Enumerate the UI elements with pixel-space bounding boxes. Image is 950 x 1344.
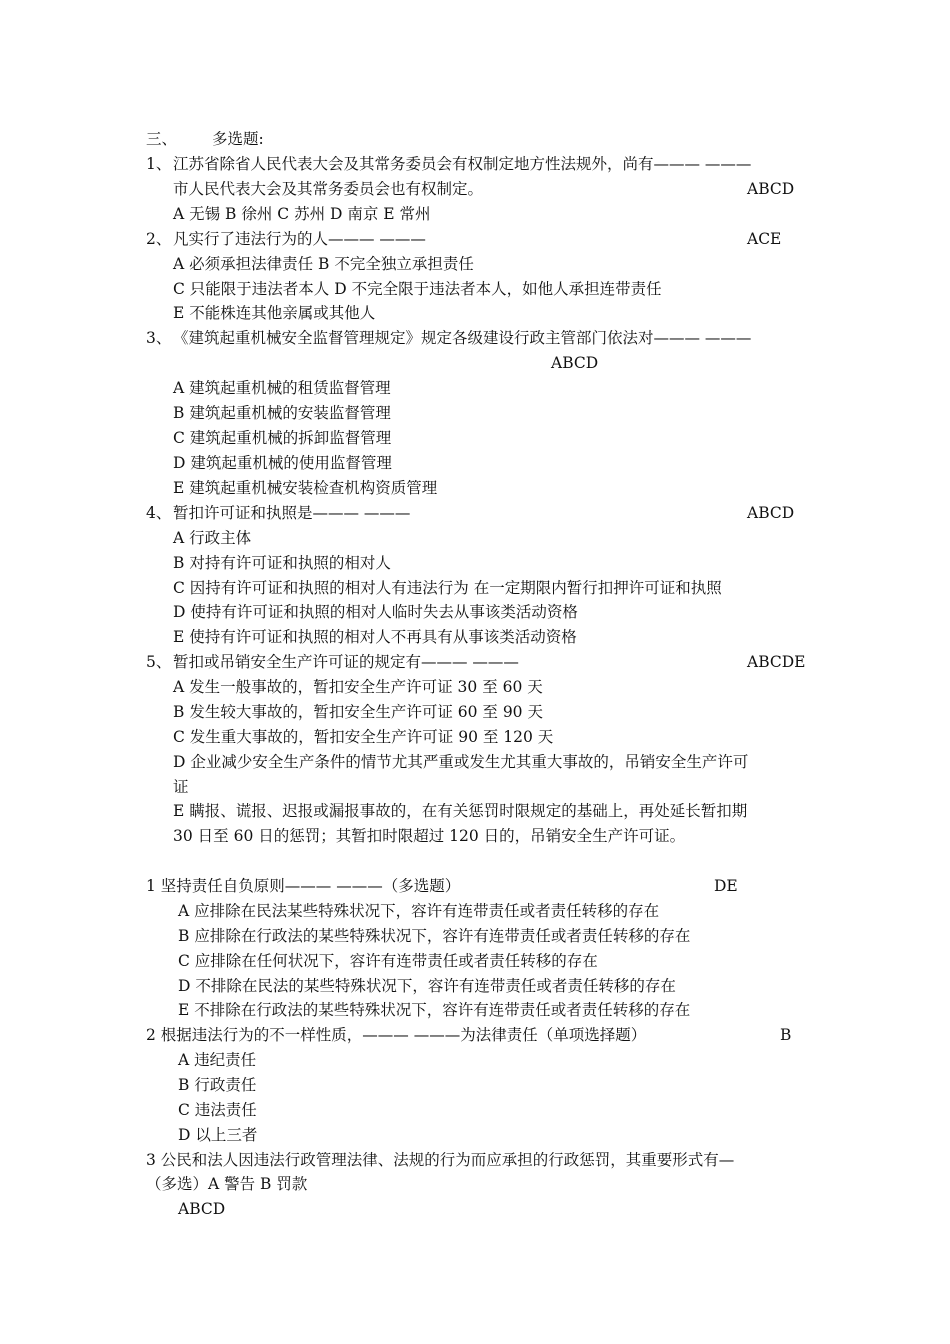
- option-line: A 行政主体: [173, 529, 252, 547]
- option-line: E 不排除在行政法的某些特殊状况下，容许有连带责任或者责任转移的存在: [178, 1001, 691, 1019]
- answer-key: ABCD: [747, 504, 795, 522]
- option-line: A 建筑起重机械的租赁监督管理: [173, 379, 391, 397]
- answer-key: DE: [714, 877, 738, 895]
- option-line: C 只能限于违法者本人 D 不完全限于违法者本人，如他人承担连带责任: [173, 280, 662, 298]
- option-line: B 建筑起重机械的安装监督管理: [173, 404, 391, 422]
- option-line: E 使持有许可证和执照的相对人不再具有从事该类活动资格: [173, 628, 577, 646]
- question-number: 2、: [146, 230, 172, 248]
- question-text: 2 根据违法行为的不一样性质，——— ———为法律责任（单项选择题）: [146, 1026, 647, 1044]
- question-text: 3 公民和法人因违法行政管理法律、法规的行为而应承担的行政惩罚，其重要形式有—: [146, 1151, 735, 1169]
- option-line: B 应排除在行政法的某些特殊状况下，容许有连带责任或者责任转移的存在: [178, 927, 691, 945]
- section-heading: 多选题:: [212, 130, 264, 148]
- section-number: 三、: [146, 130, 178, 148]
- option-line: C 因持有许可证和执照的相对人有违法行为 在一定期限内暂行扣押许可证和执照: [173, 579, 722, 597]
- option-line: A 无锡 B 徐州 C 苏州 D 南京 E 常州: [173, 205, 431, 223]
- option-line: E 不能株连其他亲属或其他人: [173, 304, 376, 322]
- option-line: E 瞒报、谎报、迟报或漏报事故的，在有关惩罚时限规定的基础上，再处延长暂扣期: [173, 802, 748, 820]
- option-line: B 行政责任: [178, 1076, 257, 1094]
- question-number: 1、: [146, 155, 172, 173]
- option-line: A 必须承担法律责任 B 不完全独立承担责任: [173, 255, 474, 273]
- answer-key: ABCD: [747, 180, 795, 198]
- option-line: D 不排除在民法的某些特殊状况下，容许有连带责任或者责任转移的存在: [178, 977, 676, 995]
- option-line: D 以上三者: [178, 1126, 258, 1144]
- option-line: D 建筑起重机械的使用监督管理: [173, 454, 392, 472]
- option-line: B 对持有许可证和执照的相对人: [173, 554, 391, 572]
- question-text: 暂扣或吊销安全生产许可证的规定有——— ———: [173, 653, 519, 671]
- option-line: A 应排除在民法某些特殊状况下，容许有连带责任或者责任转移的存在: [178, 902, 660, 920]
- option-line: B 发生较大事故的，暂扣安全生产许可证 60 至 90 天: [173, 703, 543, 721]
- question-text: 江苏省除省人民代表大会及其常务委员会有权制定地方性法规外，尚有——— ———: [173, 155, 752, 173]
- option-line: C 应排除在任何状况下，容许有连带责任或者责任转移的存在: [178, 952, 598, 970]
- question-text: 1 坚持责任自负原则——— ———（多选题）: [146, 877, 461, 895]
- answer-key: ABCDE: [747, 653, 806, 671]
- option-line: E 建筑起重机械安装检查机构资质管理: [173, 479, 438, 497]
- question-number: 5、: [146, 653, 172, 671]
- option-line: C 违法责任: [178, 1101, 257, 1119]
- answer-key: ABCD: [551, 354, 599, 372]
- option-line: D 企业减少安全生产条件的情节尤其严重或发生尤其重大事故的，吊销安全生产许可: [173, 753, 749, 771]
- question-text-cont: （多选）A 警告 B 罚款: [146, 1175, 308, 1193]
- option-line: C 建筑起重机械的拆卸监督管理: [173, 429, 392, 447]
- question-number: 4、: [146, 504, 172, 522]
- option-line: 30 日至 60 日的惩罚；其暂扣时限超过 120 日的，吊销安全生产许可证。: [173, 827, 686, 845]
- answer-key: ABCD: [178, 1200, 226, 1218]
- answer-key: B: [780, 1026, 792, 1044]
- option-line: 证: [173, 778, 189, 796]
- question-text: 《建筑起重机械安全监督管理规定》规定各级建设行政主管部门依法对——— ———: [173, 329, 752, 347]
- option-line: D 使持有许可证和执照的相对人临时失去从事该类活动资格: [173, 603, 578, 621]
- option-line: A 发生一般事故的，暂扣安全生产许可证 30 至 60 天: [173, 678, 543, 696]
- option-line: C 发生重大事故的，暂扣安全生产许可证 90 至 120 天: [173, 728, 554, 746]
- option-line: A 违纪责任: [178, 1051, 257, 1069]
- question-text: 暂扣许可证和执照是——— ———: [173, 504, 411, 522]
- question-number: 3、: [146, 329, 172, 347]
- answer-key: ACE: [747, 230, 782, 248]
- question-text: 凡实行了违法行为的人——— ———: [173, 230, 426, 248]
- question-text-cont: 市人民代表大会及其常务委员会也有权制定。: [173, 180, 484, 198]
